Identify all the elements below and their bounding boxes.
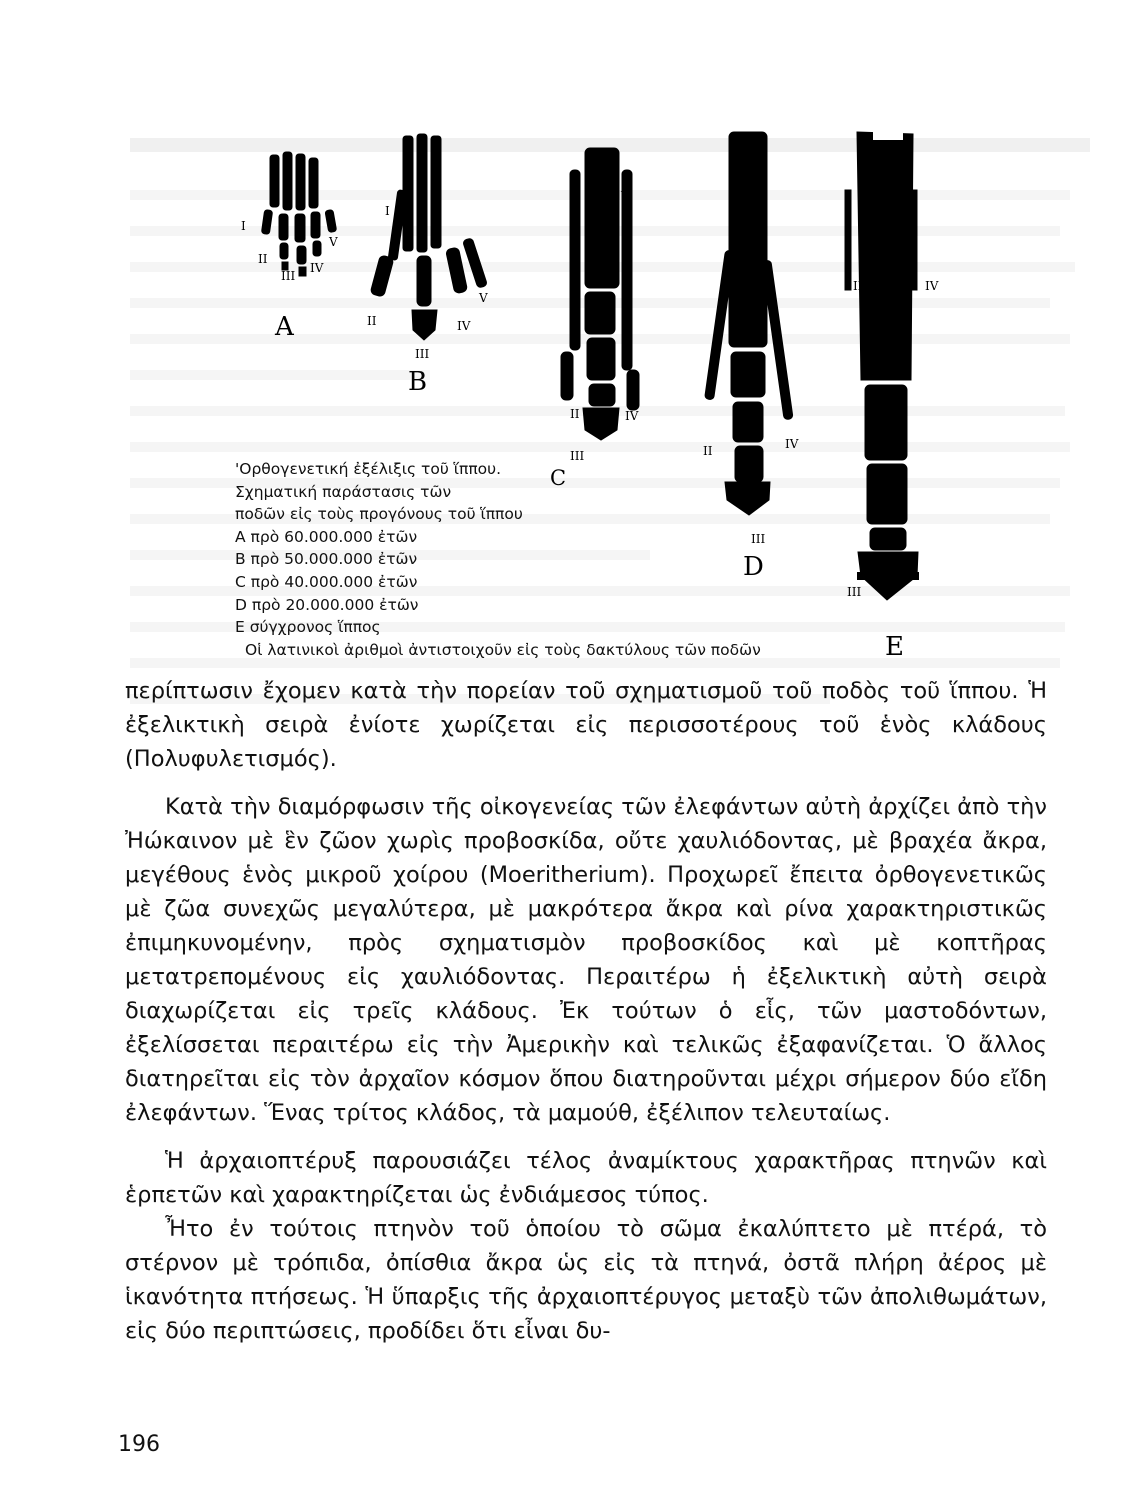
- caption-line-note: Οἱ λατινικοὶ ἀριθμοὶ ἀντιστοιχοῦν εἰς τοὺς δακτύλους τῶν ποδῶν: [245, 640, 761, 659]
- caption-line-subtitle-2: ποδῶν εἰς τοὺς προγόνους τοῦ ἵππου: [235, 505, 523, 524]
- panel-label-e: E: [885, 632, 904, 660]
- digit-label-i-5: I: [385, 204, 390, 218]
- caption-line-d: D πρὸ 20.000.000 ἐτῶν: [235, 595, 419, 614]
- digit-label-iv-8: IV: [457, 319, 471, 333]
- panel-label-d: D: [743, 552, 764, 582]
- paragraph-archaeopteryx-features: Ἦτο ἐν τούτοις πτηνὸν τοῦ ὁποίου τὸ σῶμα ἐκαλύπτετο μὲ πτέρά, τὸ στέρνον μὲ τρόπιδα, ὀπίσθια ἄκρα ὡς εἰς τὰ πτηνά, ὀστᾶ πλήρη ἀέρος μὲ ἱκανότητα πτήσεως. Ἡ ὕπαρξις τῆς ἀρχαιοπτέρυγος μεταξὺ τῶν ἀπολιθωμάτων, εἰς δύο περιπτώσεις, προδίδει ὅτι εἶναι δυ-: [125, 1216, 1047, 1344]
- digit-label-ii-1: II: [258, 252, 268, 266]
- caption-line-c: C πρὸ 40.000.000 ἐτῶν: [235, 572, 418, 591]
- panel-label-c: C: [550, 466, 567, 490]
- digit-label-ii-12: II: [570, 407, 580, 421]
- digit-label-ii-17: II: [853, 279, 863, 293]
- digit-label-iv-3: IV: [310, 261, 324, 275]
- panel-label-a: A: [275, 312, 294, 342]
- paragraph-archaeopteryx: Ἡ ἀρχαιοπτέρυξ παρουσιάζει τέλος ἀναμίκτους χαρακτῆρας πτηνῶν καὶ ἑρπετῶν καὶ χαρακτηρίζεται ὡς ἐνδιάμεσος τύπος.: [125, 1148, 1047, 1208]
- digit-label-iv-13: IV: [625, 409, 639, 423]
- foot-b-drawing: [370, 134, 487, 340]
- page-number: 196: [118, 1432, 160, 1457]
- digit-label-v-9: V: [479, 291, 488, 305]
- caption-line-a: Α πρὸ 60.000.000 ἐτῶν: [235, 527, 418, 546]
- digit-label-v-4: V: [329, 235, 338, 249]
- digit-label-iii-2: III: [281, 269, 296, 283]
- paragraph-continuation: περίπτωσιν ἔχομεν κατὰ τὴν πορείαν τοῦ σχηματισμοῦ τοῦ ποδὸς τοῦ ἵππου. Ἡ ἐξελικτικὴ σειρὰ ἐνίοτε χωρίζεται εἰς περισσοτέρους τοῦ ἑνὸς κλάδους (Πολυφυλετισμός).: [125, 678, 1047, 772]
- foot-a-drawing: [261, 152, 336, 276]
- digit-label-ii-6: II: [367, 314, 377, 328]
- digit-label-iii-7: III: [415, 347, 430, 361]
- caption-line-b: Β πρὸ 50.000.000 ἐτῶν: [235, 550, 418, 569]
- digit-label-v-10: V: [621, 189, 630, 203]
- digit-label-iv-15: IV: [785, 437, 799, 451]
- digit-label-iii-16: III: [751, 532, 766, 546]
- figure-caption: [235, 458, 895, 661]
- digit-label-iv-18: IV: [925, 279, 939, 293]
- panel-label-b: B: [408, 367, 428, 397]
- digit-label-ii-14: II: [703, 444, 713, 458]
- digit-label-iii-19: III: [847, 585, 862, 599]
- paragraph-elephants: Κατὰ τὴν διαμόρφωσιν τῆς οἰκογενείας τῶν ἐλεφάντων αὐτὴ ἀρχίζει ἀπὸ τὴν Ἠώκαινον μὲ ἓν ζῶον χωρὶς προβοσκίδα, οὔτε χαυλιόδοντας, μὲ βραχέα ἄκρα, μεγέθους ἑνὸς μικροῦ χοίρου (Moeritherium). Προχωρεῖ ἔπειτα ὀρθογενετικῶς μὲ ζῶα συνεχῶς μεγαλύτερα, μὲ μακρότερα ἄκρα καὶ ρίνα χαρακτηριστικῶς ἐπιμηκυνομένην, πρὸς σχηματισμὸν προβοσκίδος καὶ μὲ κοπτῆρας μετατρεπομένους εἰς χαυλιόδοντας. Περαιτέρω ἡ ἐξελικτικὴ αὐτὴ σειρὰ διαχωρίζεται εἰς τρεῖς κλάδους. Ἐκ τούτων ὁ εἷς, τῶν μαστοδόντων, ἐξελίσσεται περαιτέρω εἰς τὴν Ἀμερικὴν καὶ τελικῶς ἐξαφανίζεται. Ὁ ἄλλος διατηρεῖται εἰς τὸν ἀρχαῖον κόσμον ὅπου διατηροῦνται μέχρι σήμερον δύο εἴδη ἐλεφάντων. Ἕνας τρίτος κλάδος, τὰ μαμούθ, ἐξέλιπον τελευταίως.: [125, 794, 1047, 1126]
- caption-line-title: 'Ορθογενετική ἐξέλιξις τοῦ ἵππου.: [235, 460, 502, 478]
- body-text: [125, 674, 1047, 1362]
- caption-line-e: Ε σύγχρονος ἵππος: [235, 618, 381, 637]
- digit-label-i-0: I: [241, 219, 246, 233]
- caption-line-subtitle: Σχηματική παράστασις τῶν: [235, 482, 452, 501]
- digit-label-iii-11: III: [570, 449, 585, 463]
